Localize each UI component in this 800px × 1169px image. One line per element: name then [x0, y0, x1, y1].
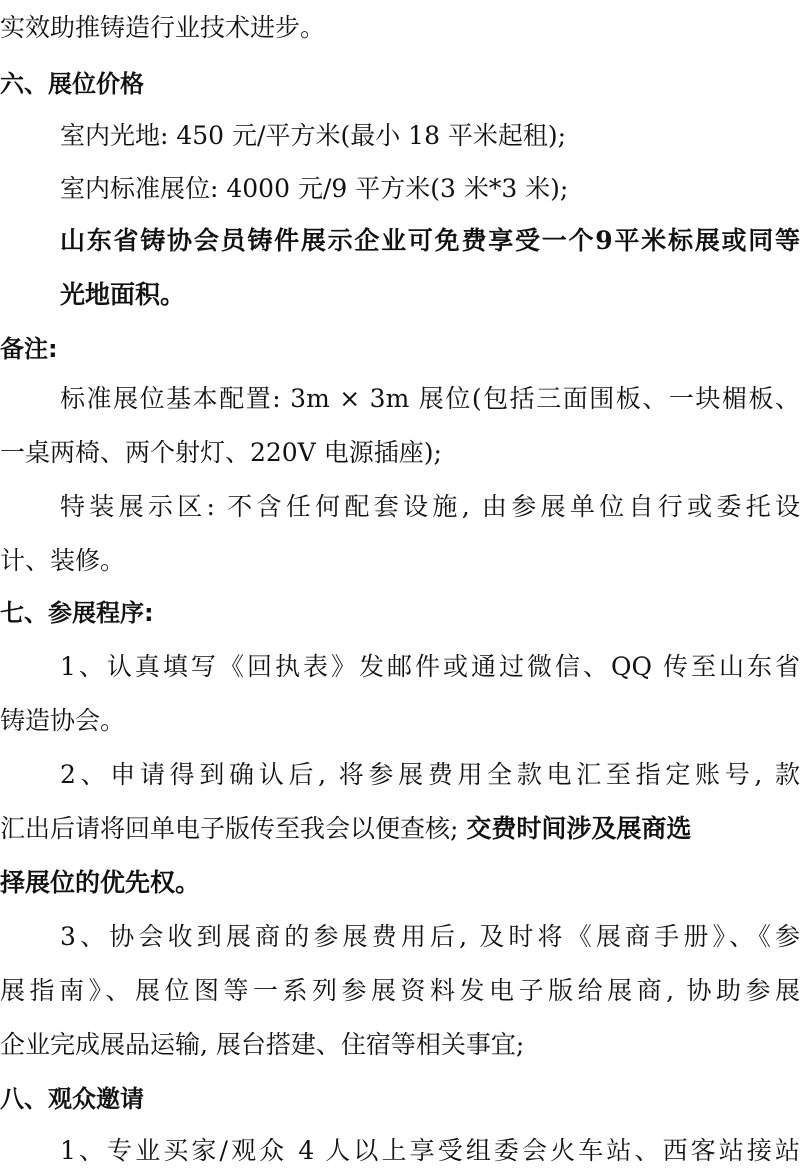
- bold-paragraph-line: 光地面积。: [60, 280, 186, 309]
- paragraph-line: 1、专业买家/观众 4 人以上享受组委会火车站、西客站接站: [60, 1136, 800, 1165]
- paragraph-line: 室内光地: 450 元/平方米(最小 18 平米起租);: [60, 121, 567, 150]
- bold-paragraph-line: 山东省铸协会员铸件展示企业可免费享受一个9平米标展或同等: [60, 226, 800, 255]
- paragraph-line: 一桌两椅、两个射灯、220V 电源插座);: [0, 438, 442, 467]
- bold-paragraph-line: 择展位的优先权。: [0, 868, 201, 897]
- paragraph-line: 1、认真填写《回执表》发邮件或通过微信、QQ 传至山东省: [60, 652, 800, 681]
- section-heading-exhibit-procedure: 七、参展程序:: [0, 599, 154, 627]
- section-heading-audience-invitation: 八、观众邀请: [0, 1085, 144, 1113]
- paragraph-line: [0, 813, 800, 845]
- paragraph-line: 企业完成展品运输, 展台搭建、住宿等相关事宜;: [0, 1030, 525, 1059]
- paragraph-line: 3、协会收到展商的参展费用后, 及时将《展商手册》、《参: [60, 922, 800, 951]
- bold-emphasis-text: 交费时间涉及展商选: [466, 814, 692, 843]
- paragraph-line: 标准展位基本配置: 3m × 3m 展位(包括三面围板、一块楣板、: [60, 384, 800, 413]
- section-heading-booth-price: 六、展位价格: [0, 70, 144, 98]
- paragraph-text: 汇出后请将回单电子版传至我会以便查核;: [0, 814, 467, 843]
- paragraph-line: 展指南》、展位图等一系列参展资料发电子版给展商, 协助参展: [0, 976, 800, 1005]
- paragraph-line: 计、装修。: [0, 546, 126, 575]
- paragraph-line: 室内标准展位: 4000 元/9 平方米(3 米*3 米);: [60, 174, 569, 203]
- paragraph-line: 特装展示区: 不含任何配套设施, 由参展单位自行或委托设: [60, 492, 800, 521]
- section-heading-notes: 备注:: [0, 335, 58, 363]
- paragraph-line: 铸造协会。: [0, 706, 126, 735]
- paragraph-line: 2、申请得到确认后, 将参展费用全款电汇至指定账号, 款: [60, 760, 800, 789]
- paragraph-line: 实效助推铸造行业技术进步。: [0, 13, 326, 42]
